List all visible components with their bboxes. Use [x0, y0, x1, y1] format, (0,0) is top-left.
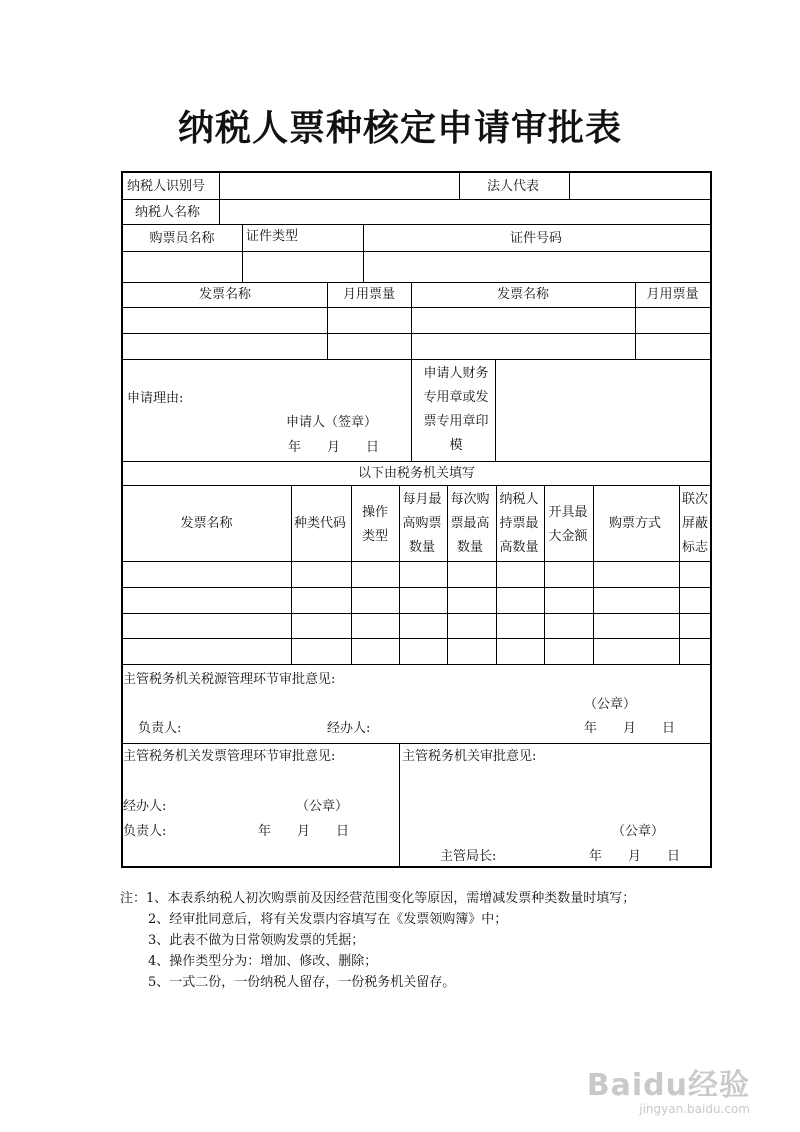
watermark-url: jingyan.baidu.com: [639, 1102, 750, 1116]
col-monthly-max: 每月最高购票数量: [402, 492, 442, 555]
note-item: 5、一式二份，一份纳税人留存，一份税务机关留存。: [148, 975, 456, 990]
col-copy-mask: 联次屏蔽标志: [681, 492, 708, 555]
col-purchase-method: 购票方式: [608, 516, 661, 531]
invoice-monthly-label-right: 月用票量: [646, 287, 699, 302]
note-item: 2、经审批同意后，将有关发票内容填写在《发票领购簿》中；: [148, 912, 508, 927]
note-item: 4、操作类型分为：增加、修改、删除；: [148, 954, 378, 969]
reason-date: 年 月 日: [288, 440, 380, 455]
approval2-responsible: 负责人:: [123, 824, 167, 839]
tax-section-header: 以下由税务机关填写: [357, 466, 475, 481]
approval1-seal: （公章）: [584, 697, 637, 712]
approval3-chief: 主管局长:: [440, 849, 497, 864]
approval3-label: 主管税务机关审批意见:: [402, 749, 537, 764]
cert-type-label: 证件类型: [246, 229, 299, 244]
col-invoice-name: 发票名称: [180, 516, 233, 531]
applicant-signature: 申请人（签章）: [286, 415, 378, 430]
baidu-watermark: [587, 1060, 750, 1116]
approval1-date: 年 月 日: [584, 721, 676, 736]
approval2-seal: （公章）: [296, 799, 349, 814]
buyer-name-label: 购票员名称: [149, 231, 215, 246]
note-item: 3、此表不做为日常领购发票的凭据；: [148, 933, 365, 948]
cert-no-label: 证件号码: [509, 231, 562, 246]
col-per-purchase-max: 每次购票最高数量: [450, 492, 490, 555]
reason-label: 申请理由:: [127, 391, 184, 406]
approval2-date: 年 月 日: [258, 824, 350, 839]
approval3-date: 年 月 日: [589, 849, 681, 864]
watermark-brand: Baidu经验: [586, 1068, 750, 1103]
taxpayer-name-label: 纳税人名称: [135, 205, 201, 220]
approval1-responsible: 负责人:: [138, 721, 182, 736]
approval1-handler: 经办人:: [327, 721, 371, 736]
approval2-handler: 经办人:: [123, 799, 167, 814]
taxpayer-id-label: 纳税人识别号: [127, 179, 206, 194]
approval3-seal: （公章）: [612, 824, 665, 839]
col-operation-type: 操作类型: [362, 505, 389, 544]
form-title: 纳税人票种核定申请审批表: [177, 108, 622, 149]
invoice-name-label-left: 发票名称: [198, 287, 251, 302]
notes: [120, 888, 635, 993]
col-type-code: 种类代码: [293, 516, 346, 531]
note-item: 注：1、本表系纳税人初次购票前及因经营范围变化等原因，需增减发票种类数量时填写；: [120, 891, 636, 906]
approval2-label: 主管税务机关发票管理环节审批意见:: [123, 749, 336, 764]
invoice-monthly-label-left: 月用票量: [342, 287, 395, 302]
seal-label: 申请人财务专用章或发票专用章印模: [423, 366, 489, 453]
approval1-label: 主管税务机关税源管理环节审批意见:: [123, 672, 336, 687]
col-held-max: 纳税人持票最高数量: [499, 492, 539, 555]
legal-rep-label: 法人代表: [486, 179, 539, 194]
col-max-amount: 开具最大金额: [548, 505, 588, 544]
invoice-name-label-right: 发票名称: [496, 287, 549, 302]
